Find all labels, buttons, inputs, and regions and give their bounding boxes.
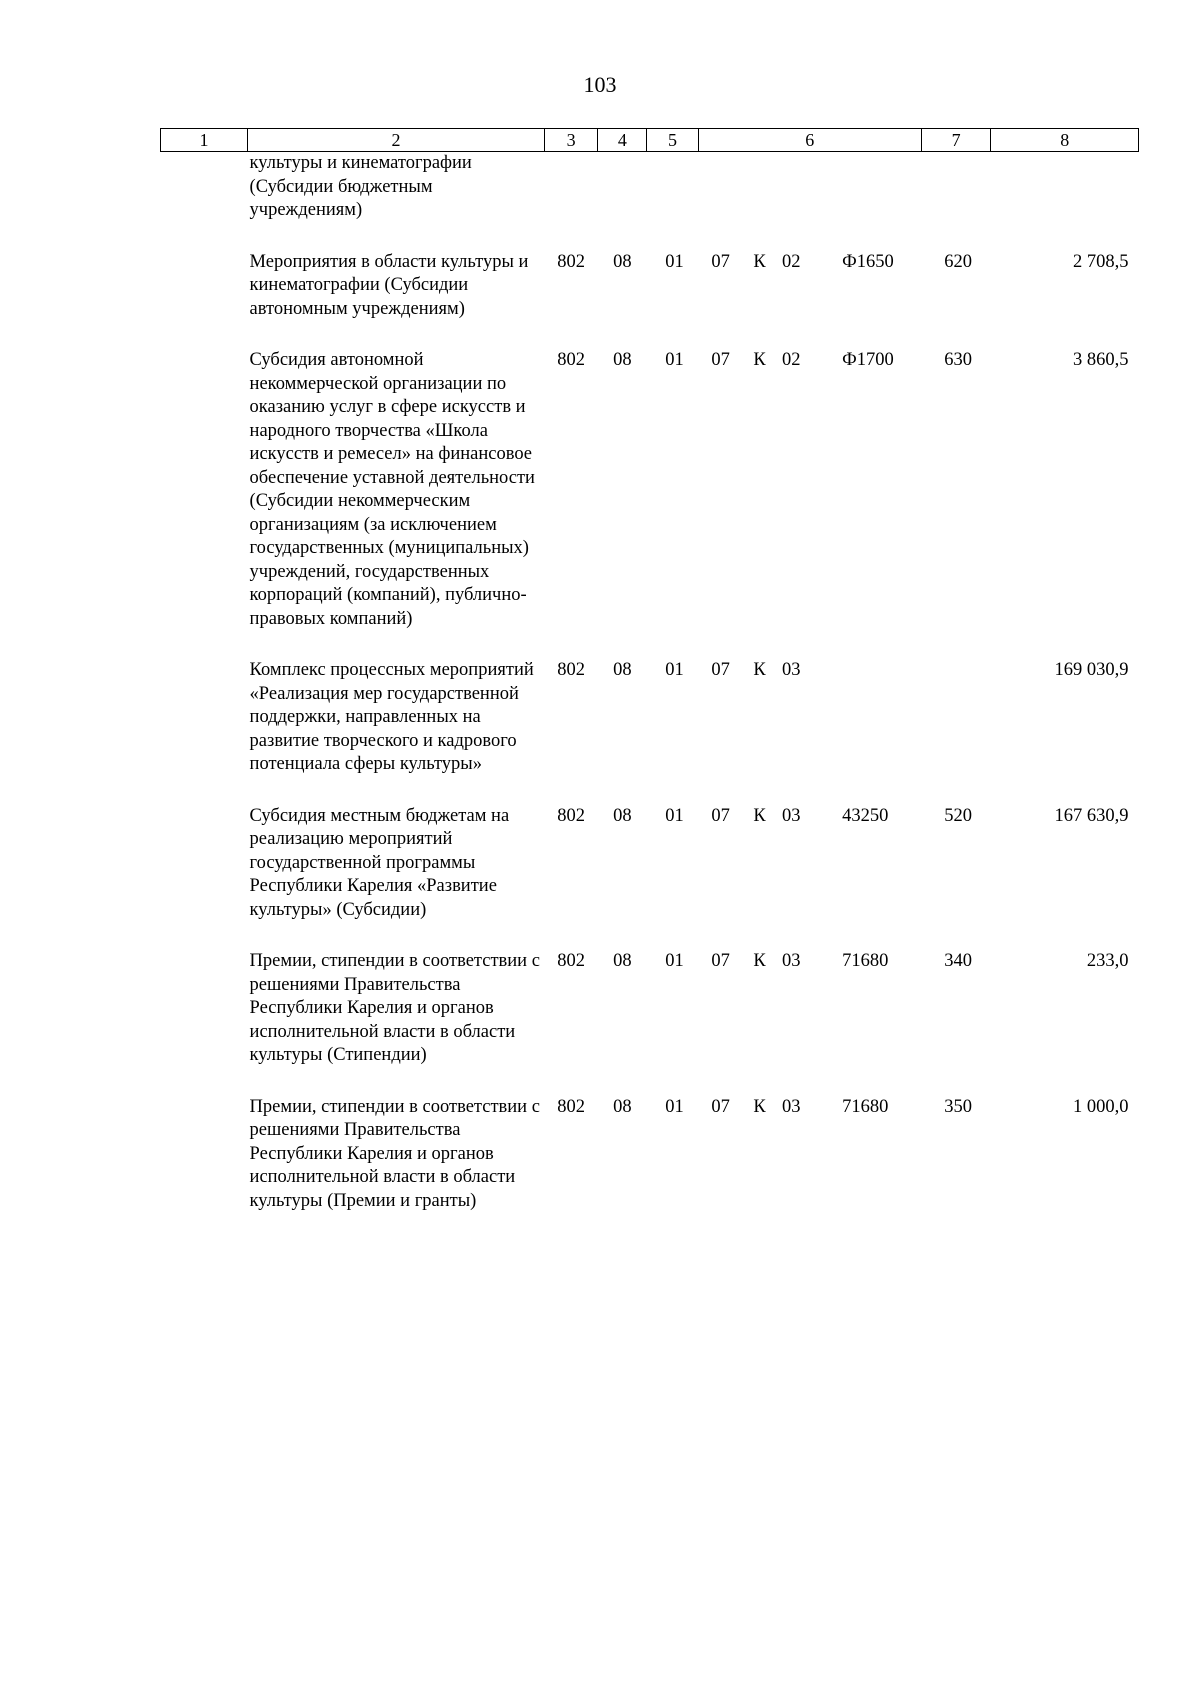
table-row — [161, 659, 1139, 777]
cell-target-direction: 71680 — [842, 951, 889, 971]
cell-section — [598, 152, 647, 223]
cell-target-program: 07 — [711, 251, 730, 272]
cell-target-direction: Ф1700 — [842, 350, 894, 370]
column-header-7: 7 — [921, 129, 991, 152]
cell-subsection: 01 — [665, 805, 684, 826]
cell-target-program: 07 — [711, 350, 730, 370]
row-name: культуры и кинематографии (Субсидии бюджетным учреждениям) — [249, 153, 472, 220]
column-header-3: 3 — [545, 129, 598, 152]
table-row — [161, 152, 1139, 223]
cell-expense-type: 350 — [944, 1096, 973, 1117]
cell-ministry: 802 — [557, 1096, 586, 1117]
row-name: Субсидия местным бюджетам на реализацию мероприятий государственной программы Республики Карелия «Развитие культуры» (Субсидии) — [249, 805, 510, 920]
cell-ministry: 802 — [557, 251, 586, 272]
cell-target-type: К — [753, 251, 766, 272]
cell-section: 08 — [613, 350, 632, 370]
cell-expense-type: 520 — [944, 805, 973, 826]
cell-target-program — [698, 152, 739, 223]
cell-amount: 233,0 — [1086, 951, 1129, 971]
cell-amount: 169 030,9 — [1054, 660, 1129, 680]
cell-section: 08 — [613, 251, 632, 272]
cell-target-program: 07 — [711, 805, 730, 826]
cell-subsection: 01 — [665, 251, 684, 272]
cell-ministry: 802 — [557, 660, 586, 680]
cell-target-program: 07 — [711, 1096, 730, 1117]
cell-target-direction: 71680 — [842, 1096, 889, 1117]
page-number: 103 — [583, 72, 617, 97]
column-header-1: 1 — [161, 129, 248, 152]
cell-target-program: 07 — [711, 951, 730, 971]
cell-target-type: К — [753, 951, 766, 971]
cell-amount: 1 000,0 — [1073, 1096, 1129, 1117]
cell-target-subprogram: 03 — [782, 1096, 801, 1117]
cell-target-subprogram: 03 — [782, 660, 801, 680]
cell-target-type: К — [753, 660, 766, 680]
cell-section: 08 — [613, 951, 632, 971]
column-number-header — [161, 129, 1139, 152]
cell-ministry: 802 — [557, 805, 586, 826]
cell-subsection: 01 — [665, 1096, 684, 1117]
table-row — [161, 349, 1139, 631]
cell-target-direction: 43250 — [842, 805, 889, 826]
cell-section: 08 — [613, 1096, 632, 1117]
table-row — [161, 950, 1139, 1068]
cell-target-direction — [826, 152, 921, 223]
row-name: Комплекс процессных мероприятий «Реализация мер государственной поддержки, направленных на развитие творческого и кадрового потенциала сферы культуры» — [249, 660, 534, 774]
cell-target-type: К — [753, 350, 766, 370]
table-row — [161, 251, 1139, 322]
row-name: Мероприятия в области культуры и кинематографии (Субсидии автономным учреждениям) — [249, 251, 529, 319]
column-header-8: 8 — [991, 129, 1139, 152]
row-name: Премии, стипендии в соответствии с решениями Правительства Республики Карелия и органов исполнительной власти в области культуры (Премии и гранты) — [249, 1096, 540, 1211]
column-header-2: 2 — [248, 129, 545, 152]
cell-expense-type — [921, 659, 991, 777]
cell-subsection: 01 — [665, 951, 684, 971]
column-header-4: 4 — [598, 129, 647, 152]
cell-target-program: 07 — [711, 660, 730, 680]
cell-expense-type: 630 — [944, 350, 973, 370]
cell-ministry: 802 — [557, 951, 586, 971]
cell-target-subprogram: 02 — [782, 251, 801, 272]
cell-target-subprogram: 03 — [782, 805, 801, 826]
column-header-5: 5 — [647, 129, 698, 152]
cell-target-type — [739, 152, 780, 223]
cell-amount — [991, 152, 1139, 223]
cell-target-subprogram — [780, 152, 826, 223]
column-header-6: 6 — [698, 129, 921, 152]
cell-ministry: 802 — [557, 350, 586, 370]
cell-amount: 167 630,9 — [1054, 805, 1129, 826]
cell-target-type: К — [753, 1096, 766, 1117]
row-name: Субсидия автономной некоммерческой организации по оказанию услуг в сфере искусств и народного творчества «Школа искусств и ремесел» на финансовое обеспечение уставной деятельности (Субсидии некоммерческим организациям (за исключением государственных (муниципальных) учреждений, государственных корпораций (компаний), публично-правовых компаний) — [249, 350, 535, 629]
cell-target-subprogram: 02 — [782, 350, 801, 370]
cell-amount: 2 708,5 — [1073, 251, 1129, 272]
cell-target-direction — [826, 659, 921, 777]
cell-amount: 3 860,5 — [1073, 350, 1129, 370]
cell-subsection: 01 — [665, 350, 684, 370]
cell-target-subprogram: 03 — [782, 951, 801, 971]
row-name: Премии, стипендии в соответствии с решениями Правительства Республики Карелия и органов исполнительной власти в области культуры (Стипендии) — [249, 951, 540, 1065]
cell-subsection — [647, 152, 698, 223]
cell-expense-type: 620 — [944, 251, 973, 272]
cell-section: 08 — [613, 660, 632, 680]
cell-expense-type — [921, 152, 991, 223]
cell-target-direction: Ф1650 — [842, 251, 894, 272]
cell-target-type: К — [753, 805, 766, 826]
table-row — [161, 1096, 1139, 1214]
budget-table — [160, 128, 1139, 1213]
cell-ministry — [545, 152, 598, 223]
cell-subsection: 01 — [665, 660, 684, 680]
cell-section: 08 — [613, 805, 632, 826]
cell-expense-type: 340 — [944, 951, 973, 971]
table-row — [161, 805, 1139, 923]
